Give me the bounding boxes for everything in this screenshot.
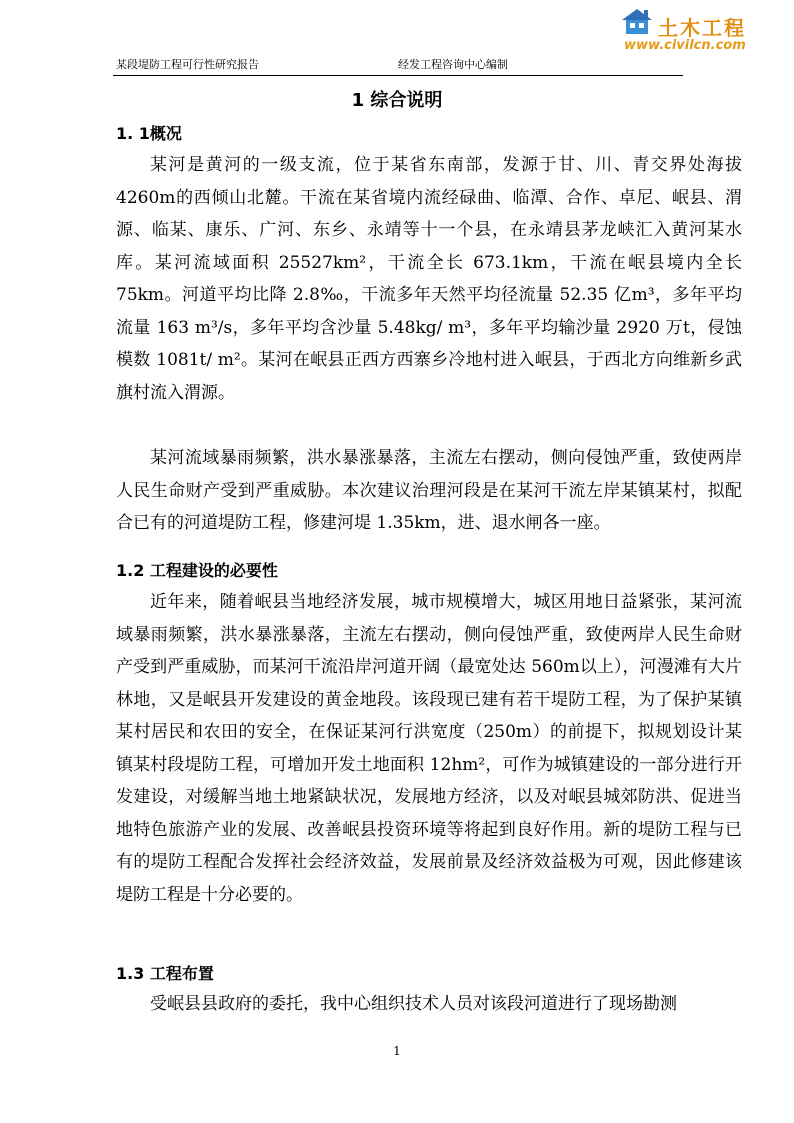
- page-number: 1: [393, 1044, 401, 1058]
- house-icon: [618, 6, 656, 36]
- section-heading-overview: 1. 1概况: [116, 124, 182, 143]
- header-publisher: 经发工程咨询中心编制: [398, 58, 508, 71]
- logo-title: 土木工程: [658, 16, 746, 40]
- section-heading-layout: 1.3 工程布置: [116, 964, 214, 983]
- paragraph-overview-project: 某河流域暴雨频繁，洪水暴涨暴落，主流左右摆动，侧向侵蚀严重，致使两岸人民生命财产受到严重威胁。本次建议治理河段是在某河干流左岸某镇某村，拟配合已有的河道堤防工程，修建河堤 1.35km，进、退水闸各一座。: [116, 448, 742, 533]
- site-logo[interactable]: [618, 6, 778, 56]
- chapter-title: 1 综合说明: [351, 90, 443, 111]
- paragraph-overview-river: 某河是黄河的一级支流，位于某省东南部，发源于甘、川、青交界处海拔 4260m的西倾山北麓。干流在某省境内流经碌曲、临潭、合作、卓尼、岷县、渭源、临某、康乐、广河、东乡、永靖等十一个县，在永靖县茅龙峡汇入黄河某水库。某河流域面积 25527km²，干流全长 673.1km，干流在岷县境内全长 75km。河道平均比降 2.8‰，干流多年天然平均径流量 52.35 亿m³，多年平均流量 163 m³/s，多年平均含沙量 5.48kg/ m³，多年平均输沙量 2920 万t，侵蚀模数 1081t/ m²。某河在岷县正西方西寨乡冷地村进入岷县，于西北方向维新乡武旗村流入渭源。: [116, 155, 742, 403]
- section-heading-necessity: 1.2 工程建设的必要性: [116, 561, 278, 580]
- header-divider: [113, 75, 683, 76]
- running-header: [116, 56, 680, 74]
- paragraph-layout: 受岷县县政府的委托，我中心组织技术人员对该段河道进行了现场勘测: [150, 994, 677, 1014]
- paragraph-necessity: 近年来，随着岷县当地经济发展，城市规模增大，城区用地日益紧张，某河流域暴雨频繁，洪水暴涨暴落，主流左右摆动，侧向侵蚀严重，致使两岸人民生命财产受到严重威胁，而某河干流沿岸河道开阔（最宽处达 560m以上），河漫滩有大片林地，又是岷县开发建设的黄金地段。该段现已建有若干堤防工程，为了保护某镇某村居民和农田的安全，在保证某河行洪宽度（250m）的前提下，拟规划设计某镇某村段堤防工程，可增加开发土地面积 12hm²，可作为城镇建设的一部分进行开发建设，对缓解当地土地紧缺状况，发展地方经济，以及对岷县城郊防洪、促进当地特色旅游产业的发展、改善岷县投资环境等将起到良好作用。新的堤防工程与已有的堤防工程配合发挥社会经济效益，发展前景及经济效益极为可观，因此修建该堤防工程是十分必要的。: [116, 592, 742, 905]
- header-report-title: 某段堤防工程可行性研究报告: [116, 58, 259, 71]
- logo-url: www.civilcn.com: [624, 38, 746, 53]
